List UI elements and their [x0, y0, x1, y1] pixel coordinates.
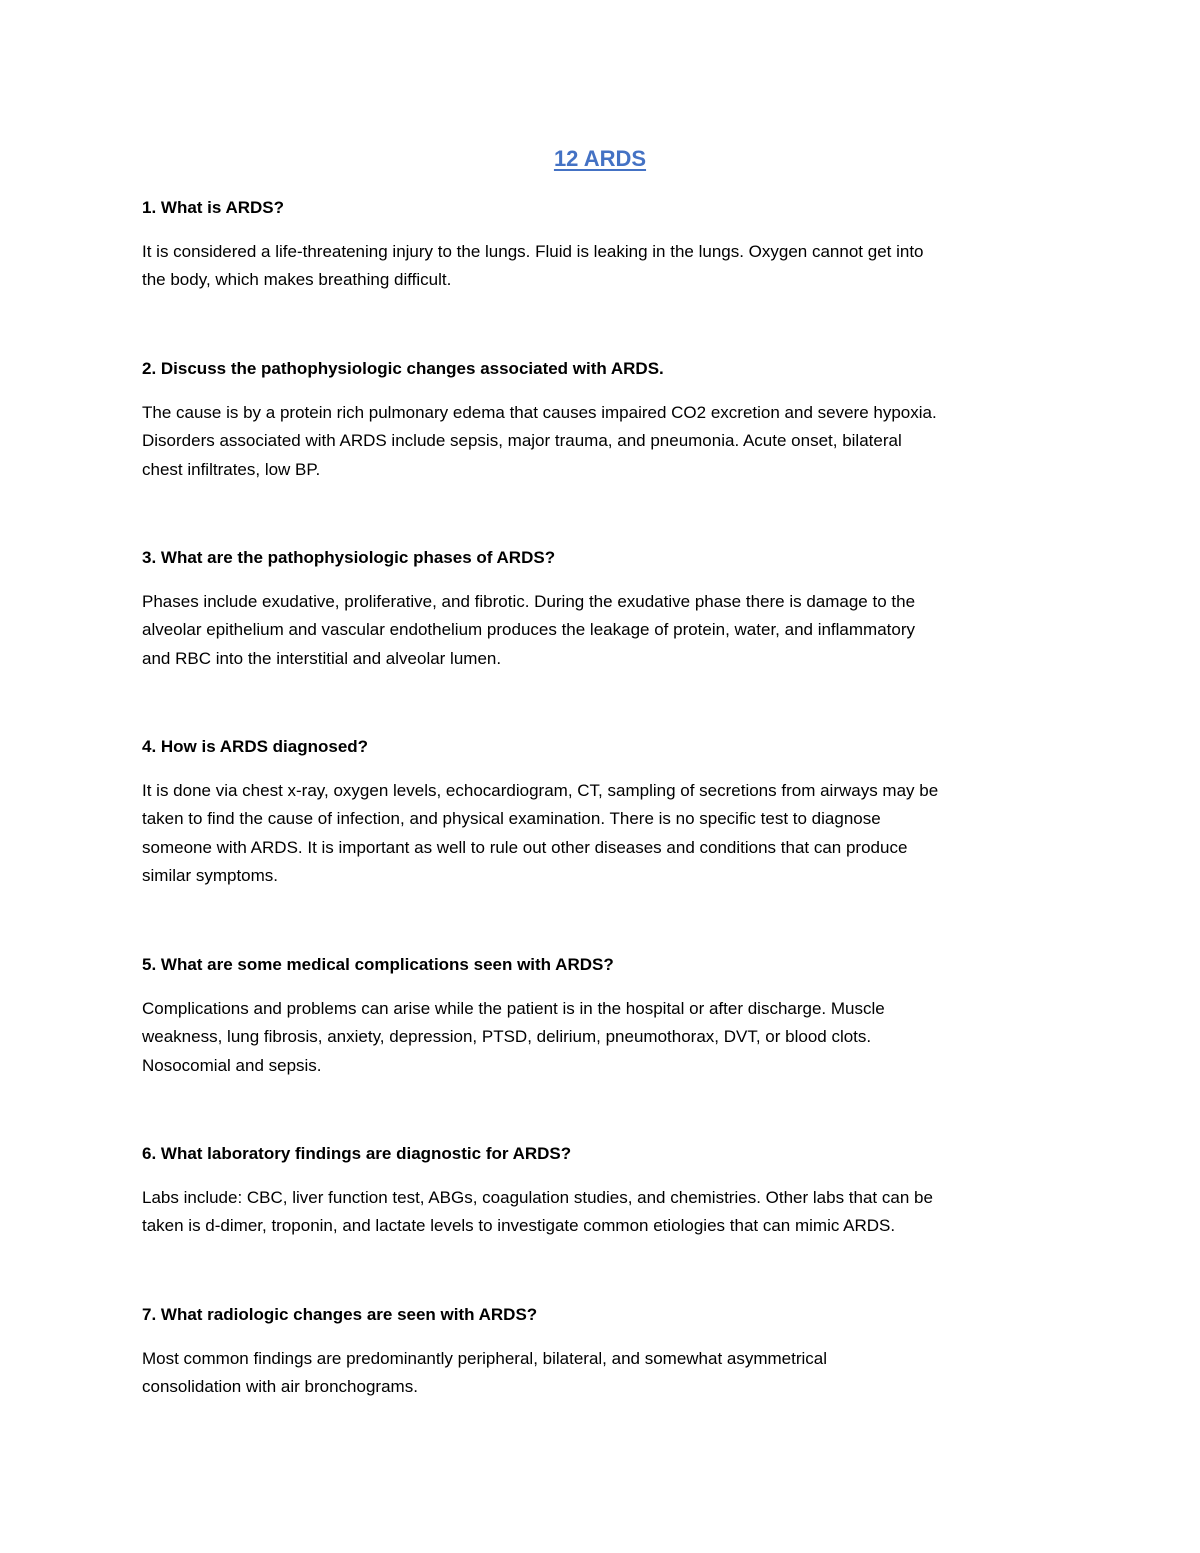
answer-line: Disorders associated with ARDS include sepsis, major trauma, and pneumonia. Acute onset, bilateral	[142, 431, 902, 451]
answer-line: It is considered a life-threatening injury to the lungs. Fluid is leaking in the lungs. Oxygen cannot get into	[142, 242, 924, 261]
answer-line: weakness, lung fibrosis, anxiety, depression, PTSD, delirium, pneumothorax, DVT, or blood clots.	[142, 1027, 872, 1047]
question-heading: 5. What are some medical complications seen with ARDS?	[142, 955, 614, 974]
answer-line: Complications and problems can arise while the patient is in the hospital or after discharge. Muscle	[142, 999, 885, 1018]
section-3	[142, 544, 1062, 673]
answer-line: taken is d-dimer, troponin, and lactate levels to investigate common etiologies that can mimic ARDS.	[142, 1216, 896, 1236]
answer-line: consolidation with air bronchograms.	[142, 1377, 418, 1397]
answer-line: and RBC into the interstitial and alveolar lumen.	[142, 648, 502, 668]
answer-line: Labs include: CBC, liver function test, ABGs, coagulation studies, and chemistries. Other labs that can be	[142, 1188, 933, 1207]
question-heading: 3. What are the pathophysiologic phases of ARDS?	[142, 548, 556, 567]
answer-text	[142, 399, 1062, 484]
section-4	[142, 733, 1062, 890]
answer-line: Most common findings are predominantly peripheral, bilateral, and somewhat asymmetrical	[142, 1349, 828, 1368]
document-title: 12 ARDS	[553, 146, 647, 171]
question-heading: 7. What radiologic changes are seen with ARDS?	[142, 1305, 538, 1324]
answer-line: similar symptoms.	[142, 865, 279, 885]
answer-text	[142, 1184, 1062, 1241]
question-heading: 4. How is ARDS diagnosed?	[142, 737, 369, 756]
answer-line: alveolar epithelium and vascular endothelium produces the leakage of protein, water, and inflammatory	[142, 620, 916, 640]
answer-line: It is done via chest x-ray, oxygen levels, echocardiogram, CT, sampling of secretions from airways may be	[142, 781, 939, 800]
answer-text	[142, 995, 1062, 1080]
answer-line: the body, which makes breathing difficult.	[142, 270, 452, 290]
question-heading: 1. What is ARDS?	[142, 198, 284, 217]
question-heading: 2. Discuss the pathophysiologic changes associated with ARDS.	[142, 359, 664, 378]
answer-line: chest infiltrates, low BP.	[142, 459, 321, 479]
answer-text	[142, 777, 1062, 890]
answer-line: someone with ARDS. It is important as well to rule out other diseases and conditions that can produce	[142, 837, 908, 857]
answer-line: The cause is by a protein rich pulmonary edema that causes impaired CO2 excretion and severe hypoxia.	[142, 403, 937, 422]
question-heading: 6. What laboratory findings are diagnostic for ARDS?	[142, 1144, 572, 1163]
answer-line: Phases include exudative, proliferative, and fibrotic. During the exudative phase there is damage to the	[142, 592, 916, 611]
answer-text	[142, 588, 1062, 673]
section-6	[142, 1140, 1062, 1241]
answer-text	[142, 238, 1062, 295]
section-5	[142, 951, 1062, 1080]
section-2	[142, 355, 1062, 484]
section-7	[142, 1301, 1062, 1402]
answer-line: taken to find the cause of infection, and physical examination. There is no specific test to diagnose	[142, 809, 881, 829]
answer-text	[142, 1345, 1062, 1402]
answer-line: Nosocomial and sepsis.	[142, 1055, 322, 1075]
section-1	[142, 194, 1062, 295]
